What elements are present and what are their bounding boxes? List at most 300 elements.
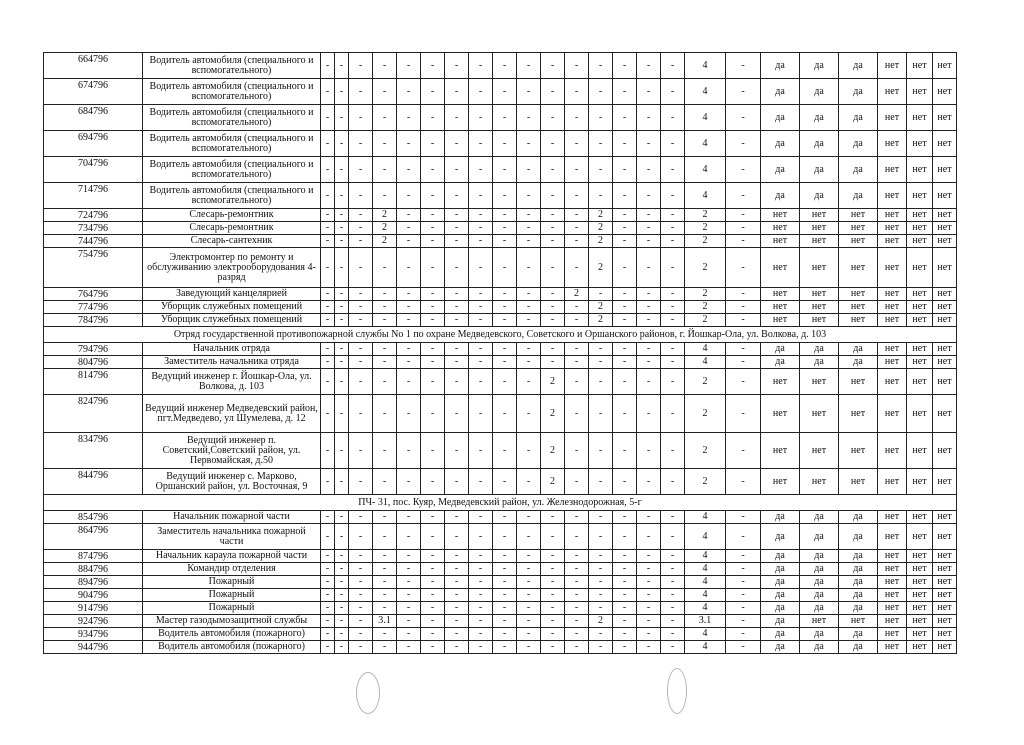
table-cell: - xyxy=(335,511,349,524)
table-cell: да xyxy=(839,157,878,183)
table-cell: нет xyxy=(761,209,800,222)
table-cell: - xyxy=(637,301,661,314)
table-cell: 4 xyxy=(685,511,726,524)
section-title: ПЧ- 31, пос. Куяр, Медведевский район, ул. Железнодорожная, 5-г xyxy=(44,495,957,511)
table-cell: да xyxy=(800,589,839,602)
table-cell: - xyxy=(661,469,685,495)
table-cell: - xyxy=(421,183,445,209)
table-cell: - xyxy=(589,395,613,433)
table-cell: - xyxy=(637,433,661,469)
table-cell: - xyxy=(397,615,421,628)
table-cell: - xyxy=(321,248,335,288)
table-cell: - xyxy=(661,222,685,235)
table-cell: - xyxy=(469,628,493,641)
table-cell: - xyxy=(541,550,565,563)
table-cell: нет xyxy=(878,433,907,469)
table-cell: - xyxy=(613,433,637,469)
table-cell: нет xyxy=(839,369,878,395)
table-cell: - xyxy=(421,301,445,314)
table-cell: - xyxy=(541,563,565,576)
table-cell: 2 xyxy=(565,288,589,301)
row-code: 724796 xyxy=(44,209,143,222)
row-code: 894796 xyxy=(44,576,143,589)
table-cell: - xyxy=(541,615,565,628)
table-cell: 3.1 xyxy=(373,615,397,628)
table-cell: - xyxy=(421,356,445,369)
table-cell: - xyxy=(637,602,661,615)
table-cell: - xyxy=(517,222,541,235)
table-cell: - xyxy=(661,314,685,327)
table-cell: - xyxy=(637,157,661,183)
table-cell: да xyxy=(761,615,800,628)
table-cell: 2 xyxy=(541,395,565,433)
table-cell: нет xyxy=(878,209,907,222)
table-cell: нет xyxy=(839,301,878,314)
table-cell: - xyxy=(517,433,541,469)
table-cell: - xyxy=(373,550,397,563)
table-cell: - xyxy=(565,222,589,235)
table-row xyxy=(44,469,957,495)
table-cell: нет xyxy=(933,628,957,641)
table-cell: - xyxy=(335,602,349,615)
table-cell: - xyxy=(517,469,541,495)
table-cell: - xyxy=(517,641,541,654)
table-cell: нет xyxy=(878,79,907,105)
table-cell: - xyxy=(541,209,565,222)
table-cell: - xyxy=(397,469,421,495)
table-row xyxy=(44,301,957,314)
table-cell: - xyxy=(397,157,421,183)
table-cell: - xyxy=(541,524,565,550)
table-cell: - xyxy=(445,524,469,550)
position-name: Заведующий канцелярией xyxy=(143,288,321,301)
table-cell: - xyxy=(613,369,637,395)
table-cell: - xyxy=(349,53,373,79)
table-cell: - xyxy=(726,301,761,314)
table-cell: - xyxy=(661,641,685,654)
table-cell: - xyxy=(541,356,565,369)
row-code: 784796 xyxy=(44,314,143,327)
table-cell: - xyxy=(726,222,761,235)
table-cell: нет xyxy=(878,469,907,495)
position-name: Начальник отряда xyxy=(143,343,321,356)
table-cell: 4 xyxy=(685,157,726,183)
table-cell: - xyxy=(613,576,637,589)
table-cell: - xyxy=(661,235,685,248)
table-cell: - xyxy=(589,628,613,641)
table-cell: - xyxy=(541,576,565,589)
table-cell: - xyxy=(613,301,637,314)
table-cell: нет xyxy=(933,79,957,105)
table-cell: нет xyxy=(878,369,907,395)
table-cell: нет xyxy=(839,395,878,433)
table-cell: - xyxy=(373,53,397,79)
table-cell: - xyxy=(397,105,421,131)
table-cell: - xyxy=(726,615,761,628)
position-name: Уборщик служебных помещений xyxy=(143,314,321,327)
table-cell: нет xyxy=(907,222,933,235)
table-cell: - xyxy=(726,53,761,79)
table-cell: - xyxy=(421,288,445,301)
table-cell: нет xyxy=(933,641,957,654)
table-cell: нет xyxy=(907,563,933,576)
table-cell: - xyxy=(661,183,685,209)
table-cell: - xyxy=(493,79,517,105)
table-cell: - xyxy=(637,79,661,105)
position-name: Уборщик служебных помещений xyxy=(143,301,321,314)
table-cell: - xyxy=(661,524,685,550)
table-cell: 2 xyxy=(685,235,726,248)
table-cell: нет xyxy=(933,356,957,369)
table-row xyxy=(44,183,957,209)
table-cell: 4 xyxy=(685,105,726,131)
table-cell: - xyxy=(613,641,637,654)
table-cell: - xyxy=(349,79,373,105)
table-cell: - xyxy=(397,314,421,327)
table-cell: нет xyxy=(907,511,933,524)
table-cell: - xyxy=(349,628,373,641)
table-cell: - xyxy=(637,53,661,79)
table-cell: нет xyxy=(761,314,800,327)
table-cell: да xyxy=(800,602,839,615)
table-cell: - xyxy=(335,301,349,314)
table-cell: нет xyxy=(907,550,933,563)
table-cell: нет xyxy=(878,641,907,654)
position-name: Заместитель начальника пожарной части xyxy=(143,524,321,550)
table-row xyxy=(44,314,957,327)
table-cell: - xyxy=(321,524,335,550)
table-cell: нет xyxy=(933,301,957,314)
table-cell: - xyxy=(661,356,685,369)
table-cell: - xyxy=(349,314,373,327)
table-cell: - xyxy=(335,589,349,602)
table-cell: - xyxy=(726,563,761,576)
table-cell: - xyxy=(445,511,469,524)
table-cell: - xyxy=(469,369,493,395)
table-cell: нет xyxy=(878,589,907,602)
table-cell: - xyxy=(421,209,445,222)
table-cell: - xyxy=(661,602,685,615)
table-cell: нет xyxy=(839,222,878,235)
table-cell: да xyxy=(761,157,800,183)
table-cell: - xyxy=(421,79,445,105)
table-cell: - xyxy=(469,301,493,314)
table-cell: - xyxy=(321,395,335,433)
table-cell: - xyxy=(613,209,637,222)
table-cell: нет xyxy=(800,301,839,314)
table-cell: 4 xyxy=(685,641,726,654)
table-cell: - xyxy=(445,288,469,301)
table-cell: - xyxy=(445,79,469,105)
table-cell: - xyxy=(349,524,373,550)
table-cell: - xyxy=(517,157,541,183)
table-cell: - xyxy=(565,105,589,131)
table-cell: нет xyxy=(878,395,907,433)
table-cell: - xyxy=(445,235,469,248)
table-cell: - xyxy=(335,209,349,222)
table-cell: - xyxy=(637,288,661,301)
table-cell: - xyxy=(321,433,335,469)
table-cell: 4 xyxy=(685,79,726,105)
table-cell: - xyxy=(335,222,349,235)
table-cell: - xyxy=(373,469,397,495)
table-cell: - xyxy=(397,356,421,369)
row-code: 904796 xyxy=(44,589,143,602)
table-cell: да xyxy=(839,79,878,105)
table-cell: - xyxy=(726,469,761,495)
table-cell: да xyxy=(839,602,878,615)
table-cell: - xyxy=(373,602,397,615)
table-cell: - xyxy=(517,343,541,356)
table-cell: - xyxy=(541,235,565,248)
table-cell: - xyxy=(373,356,397,369)
table-cell: - xyxy=(421,602,445,615)
table-cell: - xyxy=(637,248,661,288)
table-cell: 2 xyxy=(589,222,613,235)
table-cell: - xyxy=(517,53,541,79)
pen-mark xyxy=(356,672,380,714)
table-cell: - xyxy=(469,641,493,654)
row-code: 714796 xyxy=(44,183,143,209)
table-cell: нет xyxy=(839,288,878,301)
position-name: Водитель автомобиля (пожарного) xyxy=(143,628,321,641)
table-cell: - xyxy=(349,641,373,654)
table-cell: - xyxy=(493,395,517,433)
table-cell: нет xyxy=(907,288,933,301)
table-cell: - xyxy=(421,524,445,550)
table-cell: - xyxy=(613,602,637,615)
table-cell: да xyxy=(761,356,800,369)
table-cell: - xyxy=(421,105,445,131)
table-row xyxy=(44,105,957,131)
table-row xyxy=(44,343,957,356)
table-cell: да xyxy=(761,53,800,79)
table-cell: - xyxy=(373,628,397,641)
table-cell: - xyxy=(517,602,541,615)
table-cell: - xyxy=(321,343,335,356)
table-cell: - xyxy=(565,550,589,563)
table-cell: - xyxy=(493,641,517,654)
table-cell: нет xyxy=(800,433,839,469)
table-cell: - xyxy=(541,105,565,131)
table-cell: да xyxy=(761,511,800,524)
table-cell: - xyxy=(589,343,613,356)
table-cell: - xyxy=(349,157,373,183)
table-cell: нет xyxy=(907,301,933,314)
table-cell: нет xyxy=(839,235,878,248)
table-cell: - xyxy=(589,524,613,550)
table-row xyxy=(44,524,957,550)
table-cell: - xyxy=(397,131,421,157)
table-cell: - xyxy=(589,589,613,602)
table-cell: нет xyxy=(907,248,933,288)
table-cell: да xyxy=(761,641,800,654)
table-cell: - xyxy=(637,183,661,209)
table-cell: - xyxy=(493,563,517,576)
table-cell: нет xyxy=(761,222,800,235)
table-cell: - xyxy=(589,356,613,369)
table-cell: да xyxy=(839,524,878,550)
table-cell: - xyxy=(613,469,637,495)
table-cell: нет xyxy=(907,615,933,628)
table-cell: - xyxy=(373,288,397,301)
table-cell: - xyxy=(565,433,589,469)
table-cell: - xyxy=(321,469,335,495)
table-cell: - xyxy=(321,235,335,248)
table-cell: нет xyxy=(878,356,907,369)
table-cell: - xyxy=(589,288,613,301)
table-cell: - xyxy=(335,314,349,327)
row-code: 674796 xyxy=(44,79,143,105)
table-cell: нет xyxy=(933,157,957,183)
table-cell: - xyxy=(321,550,335,563)
table-cell: - xyxy=(726,550,761,563)
table-cell: - xyxy=(541,53,565,79)
table-cell: да xyxy=(839,589,878,602)
table-cell: - xyxy=(637,576,661,589)
table-cell: - xyxy=(421,131,445,157)
table-cell: - xyxy=(589,105,613,131)
table-cell: - xyxy=(726,288,761,301)
position-name: Пожарный xyxy=(143,589,321,602)
table-cell: - xyxy=(397,628,421,641)
table-cell: - xyxy=(661,105,685,131)
table-cell: - xyxy=(613,79,637,105)
position-name: Пожарный xyxy=(143,602,321,615)
table-cell: - xyxy=(373,563,397,576)
table-cell: - xyxy=(565,511,589,524)
table-cell: - xyxy=(517,550,541,563)
table-cell: - xyxy=(373,395,397,433)
table-cell: нет xyxy=(933,602,957,615)
table-cell: - xyxy=(397,524,421,550)
table-cell: нет xyxy=(761,469,800,495)
table-cell: - xyxy=(565,301,589,314)
table-cell: - xyxy=(726,183,761,209)
table-cell: - xyxy=(321,511,335,524)
table-cell: - xyxy=(589,641,613,654)
table-cell: - xyxy=(421,511,445,524)
table-cell: - xyxy=(661,433,685,469)
table-cell: 4 xyxy=(685,589,726,602)
table-cell: 2 xyxy=(541,369,565,395)
table-cell: - xyxy=(335,550,349,563)
table-cell: нет xyxy=(878,131,907,157)
table-cell: нет xyxy=(800,395,839,433)
table-cell: - xyxy=(637,105,661,131)
table-cell: - xyxy=(469,314,493,327)
table-cell: нет xyxy=(800,209,839,222)
table-cell: - xyxy=(335,183,349,209)
table-cell: - xyxy=(321,589,335,602)
table-cell: - xyxy=(726,314,761,327)
table-cell: - xyxy=(493,209,517,222)
table-cell: - xyxy=(661,343,685,356)
table-cell: да xyxy=(800,524,839,550)
table-cell: да xyxy=(761,602,800,615)
row-code: 834796 xyxy=(44,433,143,469)
table-cell: да xyxy=(761,131,800,157)
table-cell: да xyxy=(839,628,878,641)
table-cell: - xyxy=(517,356,541,369)
table-cell: 4 xyxy=(685,343,726,356)
table-cell: - xyxy=(565,524,589,550)
table-cell: - xyxy=(469,356,493,369)
table-cell: - xyxy=(541,602,565,615)
table-cell: - xyxy=(613,53,637,79)
table-cell: нет xyxy=(933,511,957,524)
table-cell: - xyxy=(469,79,493,105)
table-cell: нет xyxy=(907,576,933,589)
table-cell: - xyxy=(373,131,397,157)
table-cell: - xyxy=(493,301,517,314)
table-cell: - xyxy=(373,157,397,183)
position-name: Водитель автомобиля (пожарного) xyxy=(143,641,321,654)
table-cell: - xyxy=(469,248,493,288)
table-cell: - xyxy=(661,248,685,288)
row-code: 924796 xyxy=(44,615,143,628)
table-cell: - xyxy=(493,131,517,157)
position-name: Электромонтер по ремонту и обслуживанию электрооборудования 4-разряд xyxy=(143,248,321,288)
table-cell: - xyxy=(541,79,565,105)
table-cell: - xyxy=(469,524,493,550)
table-cell: - xyxy=(565,343,589,356)
table-cell: - xyxy=(565,209,589,222)
table-row xyxy=(44,602,957,615)
table-cell: - xyxy=(421,314,445,327)
table-cell: да xyxy=(839,105,878,131)
table-cell: - xyxy=(613,235,637,248)
table-cell: - xyxy=(421,589,445,602)
table-cell: нет xyxy=(761,395,800,433)
table-cell: - xyxy=(517,576,541,589)
table-cell: да xyxy=(800,131,839,157)
table-cell: - xyxy=(661,157,685,183)
table-cell: да xyxy=(800,628,839,641)
table-cell: - xyxy=(541,641,565,654)
table-cell: - xyxy=(335,105,349,131)
table-cell: - xyxy=(613,395,637,433)
table-cell: - xyxy=(637,615,661,628)
table-cell: - xyxy=(397,301,421,314)
table-cell: - xyxy=(726,79,761,105)
table-cell: нет xyxy=(878,615,907,628)
table-cell: 2 xyxy=(685,222,726,235)
section-row xyxy=(44,327,957,343)
table-cell: - xyxy=(349,550,373,563)
table-cell: - xyxy=(637,550,661,563)
table-row xyxy=(44,641,957,654)
table-cell: 2 xyxy=(373,209,397,222)
table-cell: - xyxy=(469,589,493,602)
table-cell: - xyxy=(541,157,565,183)
table-cell: - xyxy=(661,395,685,433)
table-cell: - xyxy=(397,288,421,301)
table-cell: - xyxy=(565,79,589,105)
table-cell: - xyxy=(445,343,469,356)
table-cell: нет xyxy=(878,576,907,589)
table-cell: - xyxy=(445,105,469,131)
table-cell: - xyxy=(469,222,493,235)
table-cell: нет xyxy=(839,433,878,469)
table-cell: - xyxy=(613,550,637,563)
table-cell: - xyxy=(726,369,761,395)
table-cell: - xyxy=(613,589,637,602)
table-cell: нет xyxy=(907,602,933,615)
row-code: 684796 xyxy=(44,105,143,131)
table-cell: нет xyxy=(933,469,957,495)
table-cell: - xyxy=(321,628,335,641)
